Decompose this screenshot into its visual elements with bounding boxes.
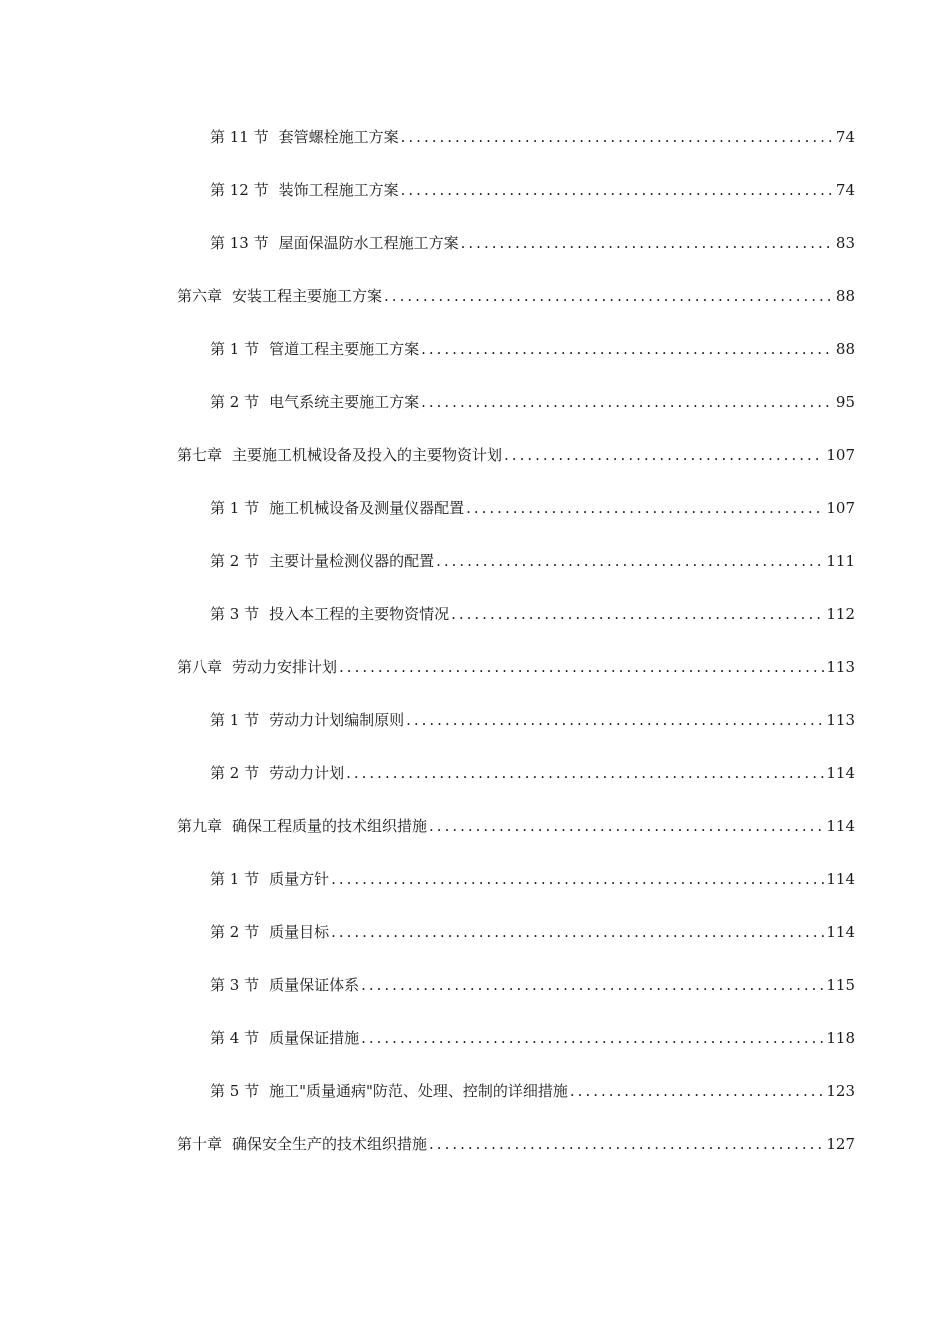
toc-page-number: 74 bbox=[835, 181, 855, 199]
toc-entry-number: 第 13 节 bbox=[210, 234, 269, 252]
toc-entry-number: 第六章 bbox=[177, 287, 223, 305]
toc-entry-number: 第 1 节 bbox=[210, 870, 260, 888]
toc-page-number: 74 bbox=[835, 128, 855, 146]
toc-entry-label bbox=[210, 391, 419, 413]
toc-leader-dots bbox=[421, 338, 834, 360]
toc-entry-label bbox=[210, 974, 359, 996]
toc-entry-number: 第 3 节 bbox=[210, 976, 260, 994]
toc-chapter-entry[interactable] bbox=[0, 815, 855, 868]
toc-entry-number: 第八章 bbox=[177, 658, 223, 676]
toc-entry-label bbox=[210, 1080, 568, 1102]
toc-entry-title: 劳动力计划 bbox=[269, 764, 345, 782]
toc-entry-title: 劳动力计划编制原则 bbox=[269, 711, 405, 729]
toc-entry[interactable] bbox=[0, 603, 855, 656]
toc-entry-label bbox=[177, 1133, 427, 1155]
toc-leader-dots bbox=[461, 232, 834, 254]
toc-leader-dots bbox=[401, 179, 834, 201]
toc-entry-label bbox=[210, 338, 419, 360]
toc-entry-title: 主要施工机械设备及投入的主要物资计划 bbox=[232, 446, 503, 464]
toc-chapter-entry[interactable] bbox=[0, 656, 855, 709]
toc-entry-label bbox=[210, 762, 344, 784]
toc-entry-label bbox=[210, 868, 329, 890]
toc-entry-label bbox=[210, 179, 399, 201]
toc-leader-dots bbox=[346, 762, 824, 784]
toc-entry-title: 管道工程主要施工方案 bbox=[269, 340, 420, 358]
toc-leader-dots bbox=[429, 815, 824, 837]
toc-entry-number: 第 2 节 bbox=[210, 923, 260, 941]
toc-entry-title: 质量目标 bbox=[269, 923, 330, 941]
toc-entry[interactable] bbox=[0, 1027, 855, 1080]
toc-entry-number: 第七章 bbox=[177, 446, 223, 464]
toc-entry-number: 第 2 节 bbox=[210, 764, 260, 782]
toc-leader-dots bbox=[361, 974, 824, 996]
toc-entry-title: 确保工程质量的技术组织措施 bbox=[232, 817, 428, 835]
toc-chapter-entry[interactable] bbox=[0, 1133, 855, 1186]
toc-page-number: 115 bbox=[826, 976, 855, 994]
toc-entry[interactable] bbox=[0, 921, 855, 974]
toc-leader-dots bbox=[436, 550, 824, 572]
toc-entry-number: 第 1 节 bbox=[210, 711, 260, 729]
toc-leader-dots bbox=[466, 497, 824, 519]
toc-page-number: 112 bbox=[826, 605, 855, 623]
toc-entry-number: 第 2 节 bbox=[210, 552, 260, 570]
toc-entry[interactable] bbox=[0, 391, 855, 444]
toc-entry-label bbox=[210, 497, 464, 519]
toc-page-number: 114 bbox=[826, 764, 855, 782]
toc-entry-title: 施工"质量通病"防范、处理、控制的详细措施 bbox=[269, 1082, 568, 1100]
toc-entry[interactable] bbox=[0, 974, 855, 1027]
toc-entry-title: 套管螺栓施工方案 bbox=[278, 128, 399, 146]
toc-entry[interactable] bbox=[0, 1080, 855, 1133]
toc-entry-number: 第九章 bbox=[177, 817, 223, 835]
toc-page-number: 113 bbox=[826, 658, 855, 676]
toc-leader-dots bbox=[384, 285, 834, 307]
toc-page-number: 88 bbox=[835, 287, 855, 305]
toc-entry-label bbox=[210, 709, 404, 731]
toc-entry[interactable] bbox=[0, 762, 855, 815]
toc-page-number: 88 bbox=[835, 340, 855, 358]
toc-entry-number: 第 1 节 bbox=[210, 340, 260, 358]
toc-entry-number: 第 12 节 bbox=[210, 181, 269, 199]
toc-entry-title: 质量保证体系 bbox=[269, 976, 360, 994]
toc-entry-label bbox=[177, 444, 502, 466]
toc-entry-title: 安装工程主要施工方案 bbox=[232, 287, 383, 305]
toc-page-number: 123 bbox=[826, 1082, 855, 1100]
toc-entry-number: 第 3 节 bbox=[210, 605, 260, 623]
toc-entry-number: 第 5 节 bbox=[210, 1082, 260, 1100]
toc-entry-title: 投入本工程的主要物资情况 bbox=[269, 605, 450, 623]
toc-entry-title: 电气系统主要施工方案 bbox=[269, 393, 420, 411]
toc-entry-title: 质量方针 bbox=[269, 870, 330, 888]
toc-leader-dots bbox=[504, 444, 824, 466]
toc-page-number: 118 bbox=[826, 1029, 855, 1047]
toc-leader-dots bbox=[429, 1133, 824, 1155]
toc-entry-title: 确保安全生产的技术组织措施 bbox=[232, 1135, 428, 1153]
toc-entry[interactable] bbox=[0, 232, 855, 285]
toc-page-number: 107 bbox=[826, 446, 855, 464]
toc-entry[interactable] bbox=[0, 868, 855, 921]
toc-leader-dots bbox=[421, 391, 834, 413]
toc-page-number: 114 bbox=[826, 817, 855, 835]
toc-page-number: 127 bbox=[826, 1135, 855, 1153]
toc-entry-label bbox=[210, 603, 449, 625]
toc-entry-number: 第 11 节 bbox=[210, 128, 269, 146]
toc-entry-label bbox=[210, 921, 329, 943]
toc-leader-dots bbox=[570, 1080, 824, 1102]
table-of-contents bbox=[0, 126, 950, 1186]
toc-entry-title: 劳动力安排计划 bbox=[232, 658, 338, 676]
toc-entry-title: 质量保证措施 bbox=[269, 1029, 360, 1047]
toc-page-number: 113 bbox=[826, 711, 855, 729]
toc-entry[interactable] bbox=[0, 497, 855, 550]
toc-page-number: 114 bbox=[826, 870, 855, 888]
toc-leader-dots bbox=[406, 709, 824, 731]
toc-leader-dots bbox=[401, 126, 834, 148]
toc-leader-dots bbox=[339, 656, 824, 678]
toc-entry-number: 第 2 节 bbox=[210, 393, 260, 411]
toc-entry-title: 施工机械设备及测量仪器配置 bbox=[269, 499, 465, 517]
toc-entry-title: 屋面保温防水工程施工方案 bbox=[278, 234, 459, 252]
toc-entry-number: 第十章 bbox=[177, 1135, 223, 1153]
toc-chapter-entry[interactable] bbox=[0, 444, 855, 497]
toc-page-number: 107 bbox=[826, 499, 855, 517]
toc-entry-label bbox=[210, 232, 459, 254]
toc-entry-label bbox=[210, 550, 434, 572]
toc-entry-label bbox=[177, 285, 382, 307]
toc-entry[interactable] bbox=[0, 126, 855, 179]
toc-leader-dots bbox=[331, 868, 824, 890]
toc-leader-dots bbox=[451, 603, 824, 625]
toc-page-number: 95 bbox=[835, 393, 855, 411]
toc-chapter-entry[interactable] bbox=[0, 285, 855, 338]
toc-entry-label bbox=[177, 815, 427, 837]
toc-entry-label bbox=[177, 656, 337, 678]
toc-entry-label bbox=[210, 126, 399, 148]
toc-page-number: 111 bbox=[826, 552, 855, 570]
toc-entry-title: 主要计量检测仪器的配置 bbox=[269, 552, 435, 570]
toc-entry[interactable] bbox=[0, 179, 855, 232]
toc-leader-dots bbox=[361, 1027, 824, 1049]
toc-page-number: 114 bbox=[826, 923, 855, 941]
toc-entry-label bbox=[210, 1027, 359, 1049]
toc-entry-title: 装饰工程施工方案 bbox=[278, 181, 399, 199]
toc-leader-dots bbox=[331, 921, 824, 943]
toc-entry[interactable] bbox=[0, 709, 855, 762]
toc-entry-number: 第 1 节 bbox=[210, 499, 260, 517]
toc-page-number: 83 bbox=[835, 234, 855, 252]
toc-entry-number: 第 4 节 bbox=[210, 1029, 260, 1047]
toc-entry[interactable] bbox=[0, 550, 855, 603]
toc-entry[interactable] bbox=[0, 338, 855, 391]
